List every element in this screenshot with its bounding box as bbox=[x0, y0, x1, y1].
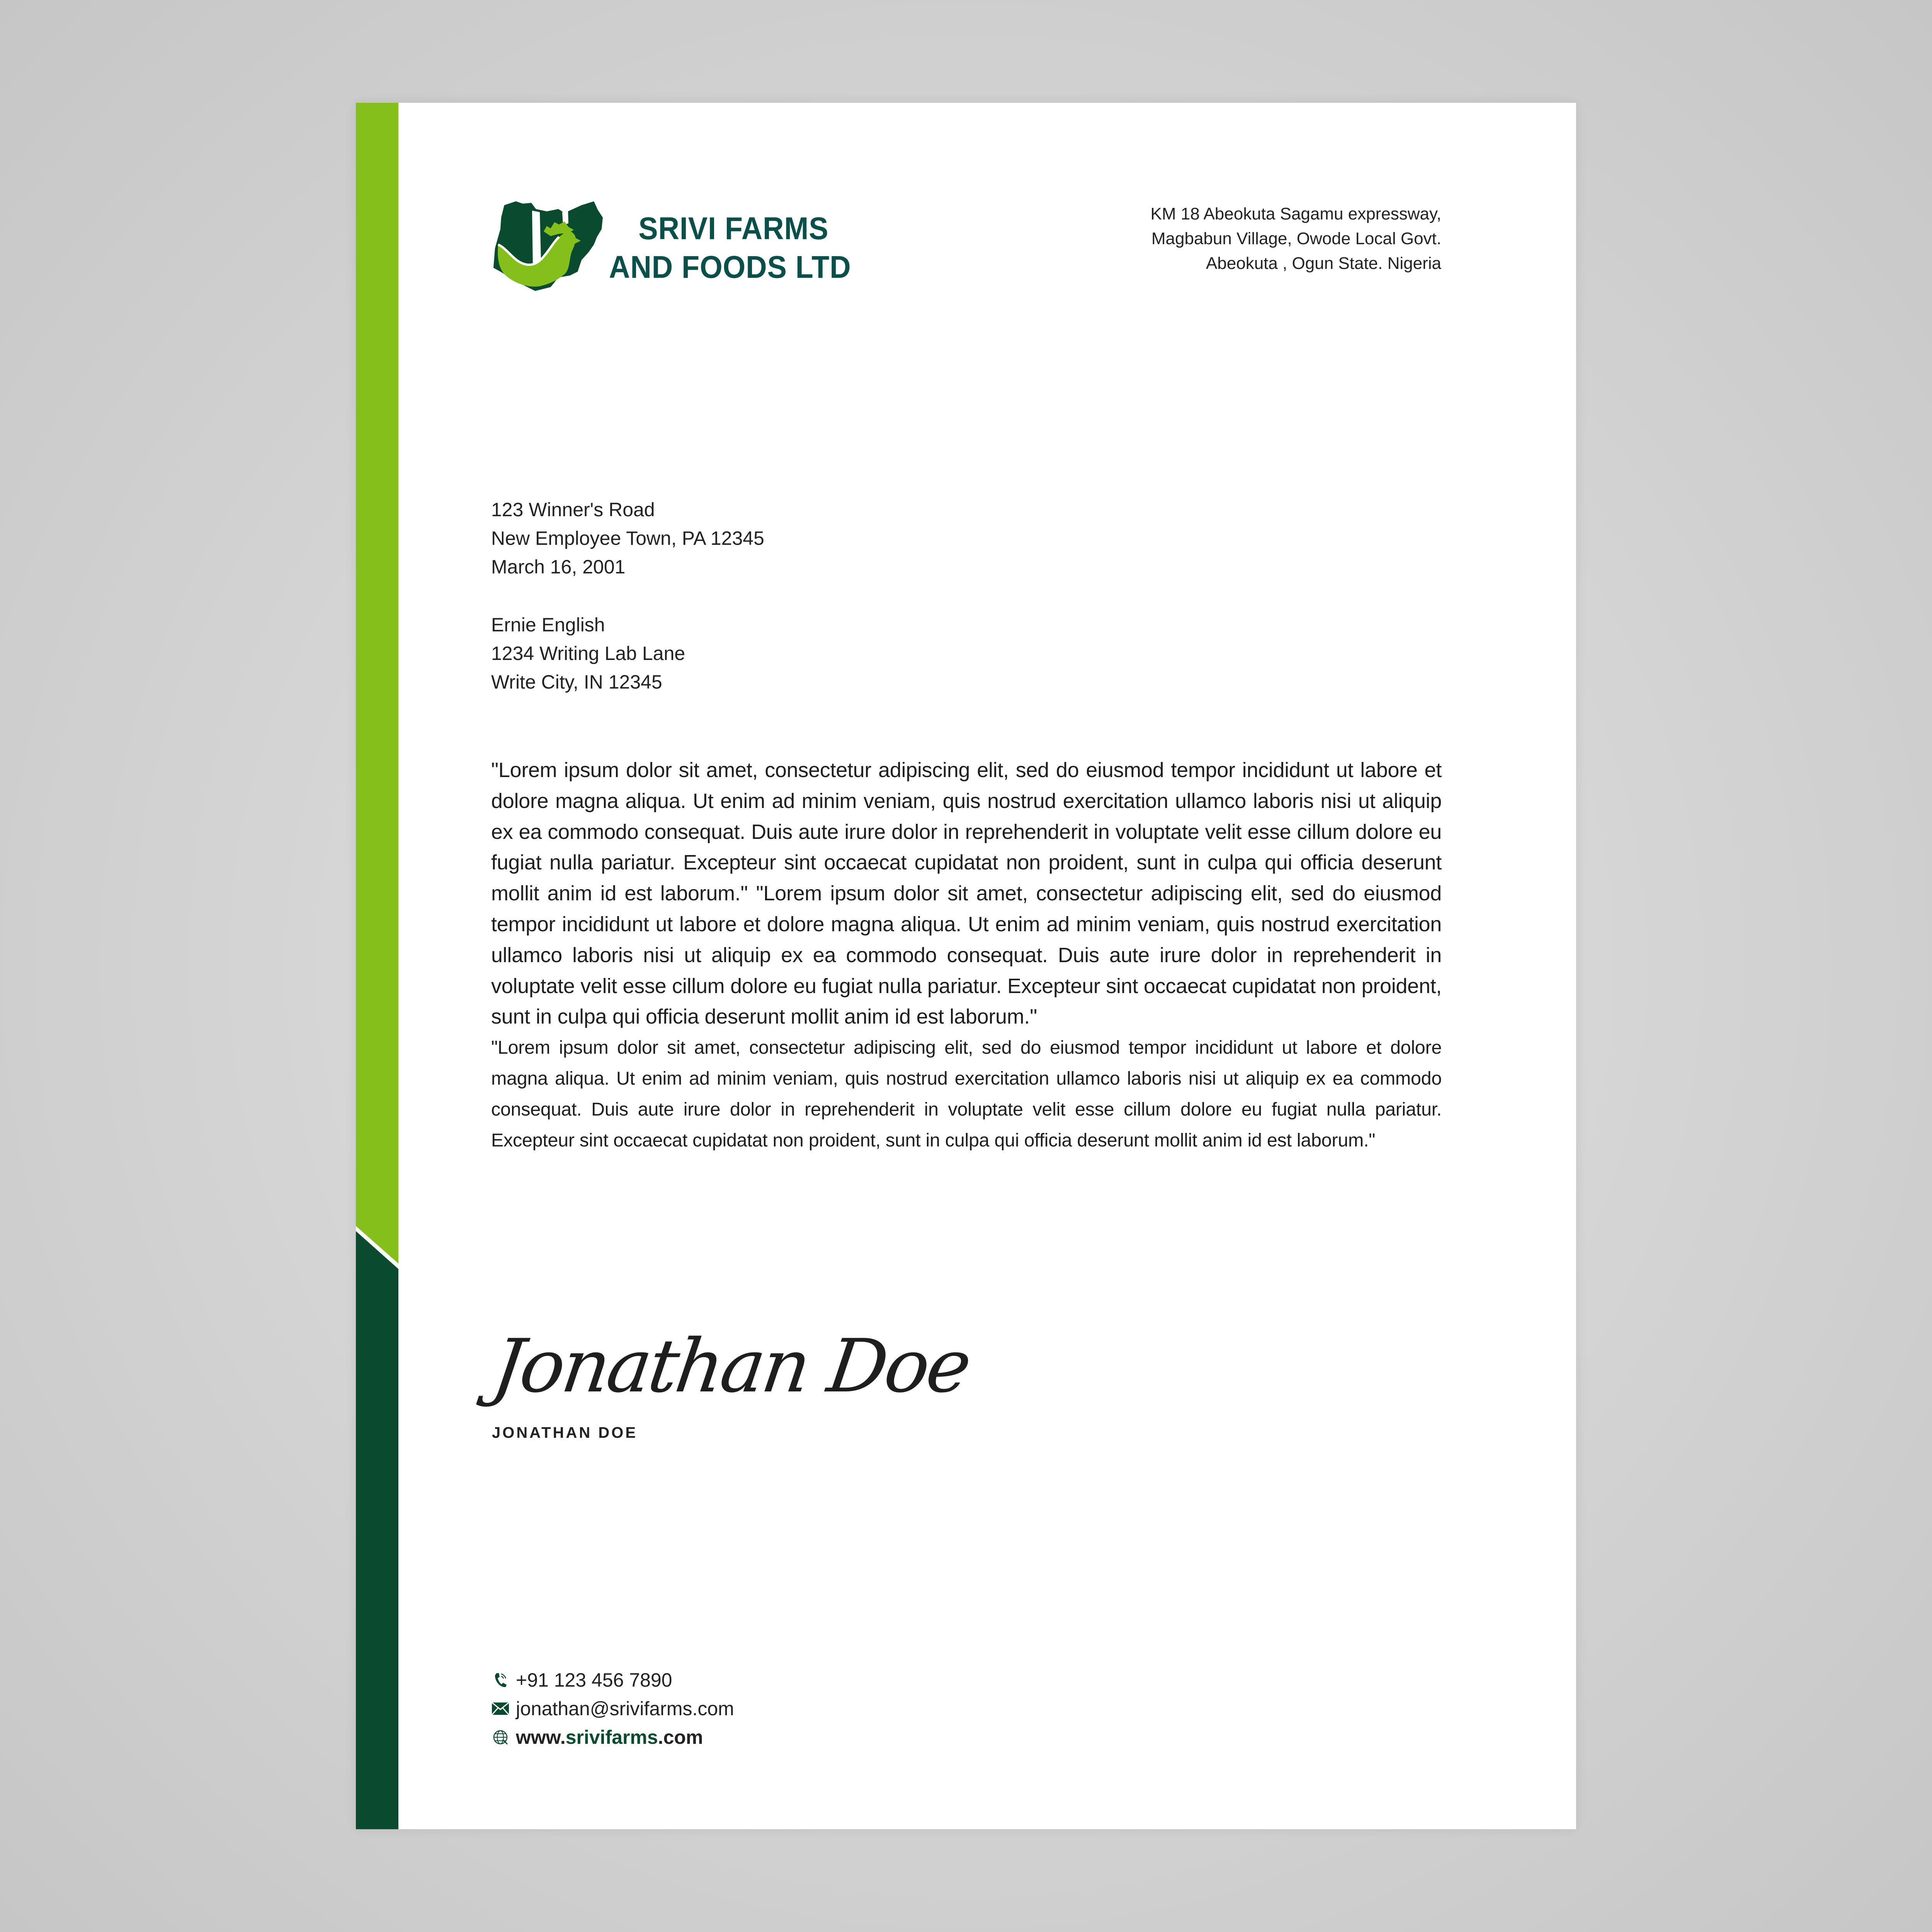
email-address[interactable]: jonathan@srivifarms.com bbox=[516, 1698, 734, 1719]
recipient-block bbox=[491, 611, 685, 696]
envelope-icon bbox=[492, 1700, 509, 1717]
company-address-line: Abeokuta , Ogun State. Nigeria bbox=[1206, 254, 1441, 273]
recipient-name: Ernie English bbox=[491, 614, 605, 636]
letter-date: March 16, 2001 bbox=[491, 556, 626, 578]
company-address-line: Magbabun Village, Owode Local Govt. bbox=[1151, 229, 1441, 248]
sender-city: New Employee Town, PA 12345 bbox=[491, 527, 764, 549]
body-paragraph-2: "Lorem ipsum dolor sit amet, consectetur adipiscing elit, sed do eiusmod tempor incididunt ut labore et dolore magna aliqua. Ut enim ad minim veniam, quis nostrud exercitation ullamco laboris nisi ut aliquip ex ea commodo consequat. Duis aute irure dolor in reprehenderit in voluptate velit esse cillum dolore eu fugiat nulla pariatur. Excepteur sint occaecat cupidatat non proident, sunt in culpa qui officia deserunt mollit anim id est laborum." bbox=[491, 1037, 1442, 1151]
letterhead-page bbox=[356, 103, 1576, 1829]
website-prefix: www. bbox=[516, 1726, 566, 1748]
phone-number[interactable]: +91 123 456 7890 bbox=[516, 1669, 672, 1691]
contact-phone bbox=[492, 1666, 734, 1694]
globe-icon bbox=[492, 1729, 509, 1746]
company-address bbox=[1151, 202, 1442, 276]
website-suffix: .com bbox=[658, 1726, 703, 1748]
contact-email bbox=[492, 1694, 734, 1723]
recipient-street: 1234 Writing Lab Lane bbox=[491, 643, 685, 664]
phone-icon bbox=[492, 1672, 509, 1689]
website-link[interactable] bbox=[516, 1726, 703, 1748]
sender-street: 123 Winner's Road bbox=[491, 499, 655, 520]
company-name-line1: SRIVI FARMS bbox=[638, 211, 829, 246]
handwritten-signature: Jonathan Doe bbox=[488, 1323, 975, 1409]
company-name bbox=[609, 209, 872, 287]
signatory-name: JONATHAN DOE bbox=[492, 1424, 638, 1441]
contact-info bbox=[492, 1666, 734, 1752]
company-logo-icon bbox=[493, 198, 605, 292]
side-color-bar bbox=[356, 103, 398, 1829]
recipient-city: Write City, IN 12345 bbox=[491, 671, 662, 693]
website-domain: srivifarms bbox=[565, 1726, 658, 1748]
contact-website bbox=[492, 1723, 734, 1752]
company-name-line2: AND FOODS LTD bbox=[609, 250, 851, 285]
company-address-line: KM 18 Abeokuta Sagamu expressway, bbox=[1150, 204, 1441, 223]
sender-block bbox=[491, 495, 764, 581]
body-paragraph-1: "Lorem ipsum dolor sit amet, consectetur adipiscing elit, sed do eiusmod tempor incididunt ut labore et dolore magna aliqua. Ut enim ad minim veniam, quis nostrud exercitation ullamco laboris nisi ut aliquip ex ea commodo consequat. Duis aute irure dolor in reprehenderit in voluptate velit esse cillum dolore eu fugiat nulla pariatur. Excepteur sint occaecat cupidatat non proident, sunt in culpa qui officia deserunt mollit anim id est laborum." "Lorem ipsum dolor sit amet, consectetur adipiscing elit, sed do eiusmod tempor incididunt ut labore et dolore magna aliqua. Ut enim ad minim veniam, quis nostrud exercitation ullamco laboris nisi ut aliquip ex ea commodo consequat. Duis aute irure dolor in reprehenderit in voluptate velit esse cillum dolore eu fugiat nulla pariatur. Excepteur sint occaecat cupidatat non proident, sunt in culpa qui officia deserunt mollit anim id est laborum." bbox=[491, 759, 1442, 1029]
letter-body bbox=[491, 755, 1442, 1156]
